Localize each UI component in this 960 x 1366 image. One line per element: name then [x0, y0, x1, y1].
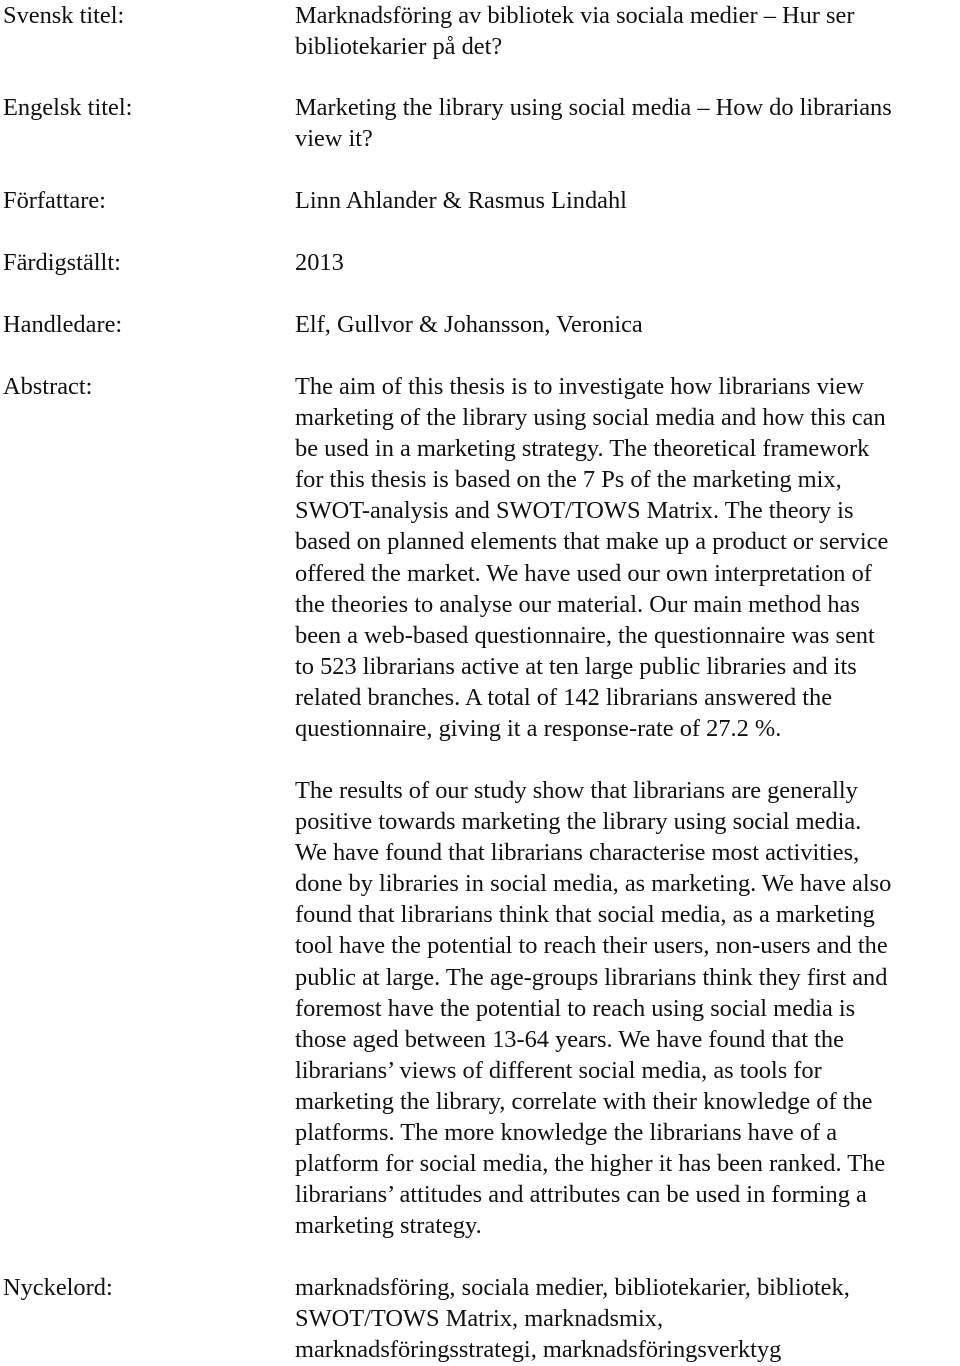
completed-label: Färdigställt: — [3, 249, 121, 276]
abstract-line: be used in a marketing strategy. The theoretical framework — [295, 435, 870, 463]
abstract-line: We have found that librarians characterise most activities, — [295, 839, 860, 867]
keywords-line: marknadsföring, sociala medier, bibliotekarier, bibliotek, — [295, 1274, 850, 1301]
abstract-line: marketing of the library using social media and how this can — [295, 404, 886, 432]
keywords-value — [295, 1272, 960, 1365]
abstract-line: foremost have the potential to reach using social media is — [295, 994, 856, 1022]
swedish-title-label: Svensk titel: — [3, 2, 125, 29]
english-title-value — [295, 92, 960, 154]
completed-value: 2013 — [295, 249, 344, 276]
abstract-label: Abstract: — [3, 373, 93, 400]
abstract-line: The aim of this thesis is to investigate how librarians view — [295, 373, 865, 400]
abstract-line: offered the market. We have used our own interpretation of — [295, 559, 872, 587]
abstract-line: related branches. A total of 142 librarians answered the — [295, 683, 833, 711]
english-title-line: view it? — [295, 125, 373, 153]
swedish-title-line: Marknadsföring av bibliotek via sociala medier – Hur ser — [295, 2, 855, 29]
english-title-line: Marketing the library using social media – How do librarians — [295, 94, 892, 121]
authors-value: Linn Ahlander & Rasmus Lindahl — [295, 187, 627, 214]
abstract-line: platforms. The more knowledge the librarians have of a — [295, 1119, 838, 1147]
swedish-title-line: bibliotekarier på det? — [295, 33, 503, 61]
keywords-line: marknadsföringsstrategi, marknadsföringsverktyg — [295, 1336, 782, 1364]
abstract-line: The results of our study show that librarians are generally — [295, 777, 858, 804]
abstract-line: tool have the potential to reach their users, non-users and the — [295, 932, 888, 960]
abstract-line: positive towards marketing the library using social media. — [295, 808, 862, 836]
abstract-line: marketing strategy. — [295, 1212, 482, 1240]
abstract-line: found that librarians think that social media, as a marketing — [295, 901, 875, 929]
abstract-line: for this thesis is based on the 7 Ps of the marketing mix, — [295, 466, 842, 494]
abstract-line: questionnaire, giving it a response-rate of 27.2 %. — [295, 715, 782, 743]
abstract-line: been a web-based questionnaire, the questionnaire was sent — [295, 621, 875, 649]
abstract-line: to 523 librarians active at ten large public libraries and its — [295, 652, 857, 680]
abstract-line: librarians’ attitudes and attributes can be used in forming a — [295, 1181, 867, 1209]
authors-label: Författare: — [3, 187, 106, 214]
abstract-paragraph-1 — [295, 371, 960, 744]
keywords-label: Nyckelord: — [3, 1274, 113, 1301]
abstract-line: marketing the library, correlate with their knowledge of the — [295, 1087, 873, 1115]
supervisor-value: Elf, Gullvor & Johansson, Veronica — [295, 311, 643, 338]
keywords-line: SWOT/TOWS Matrix, marknadsmix, — [295, 1305, 664, 1333]
abstract-line: done by libraries in social media, as marketing. We have also — [295, 870, 892, 898]
swedish-title-value — [295, 0, 960, 62]
abstract-line: public at large. The age-groups librarians think they first and — [295, 963, 888, 991]
supervisor-label: Handledare: — [3, 311, 123, 338]
abstract-line: those aged between 13-64 years. We have found that the — [295, 1025, 844, 1053]
english-title-label: Engelsk titel: — [3, 94, 133, 121]
abstract-line: based on planned elements that make up a product or service — [295, 528, 889, 556]
abstract-line: platform for social media, the higher it has been ranked. The — [295, 1150, 886, 1178]
abstract-paragraph-2 — [295, 775, 960, 1241]
abstract-line: librarians’ views of different social media, as tools for — [295, 1056, 822, 1084]
abstract-line: SWOT-analysis and SWOT/TOWS Matrix. The theory is — [295, 497, 854, 525]
abstract-line: the theories to analyse our material. Our main method has — [295, 590, 860, 618]
